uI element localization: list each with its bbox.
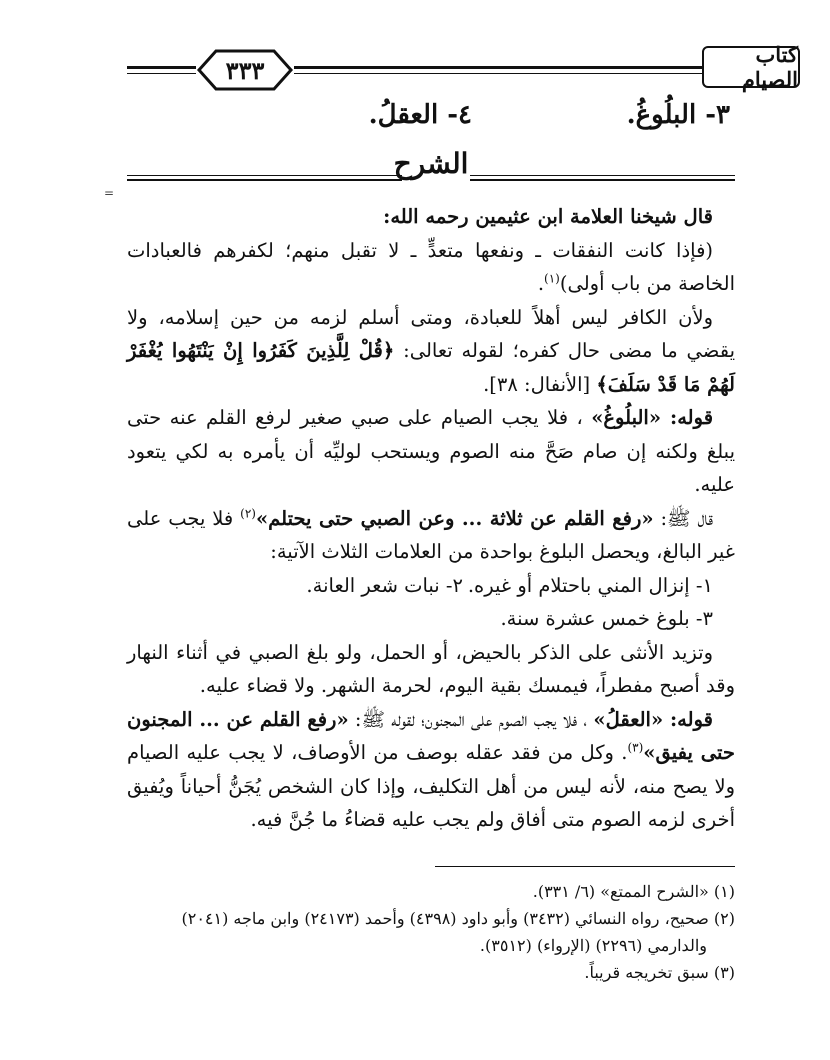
paragraph-3-text: ، فلا يجب الصيام على صبي صغير لرفع القلم عنه حتى يبلغ ولكنه إن صام صَحَّ منه الصوم ويستحب لوليِّه أن يأمره به لكي يتعود عليه.: [127, 406, 735, 496]
paragraph-1: [127, 234, 735, 301]
footnote-rule: [435, 866, 735, 867]
paragraph-4-intro: قال ﷺ:: [660, 506, 713, 530]
heading-rule-left: [127, 175, 402, 182]
puberty-label: قوله: «البلُوغُ»: [591, 406, 714, 429]
paragraph-5: وتزيد الأنثى على الذكر بالحيض، أو الحمل، ولو بلغ الصبي في أثناء النهار وقد أصبح مفطراً، فيمسك بقية اليوم، لحرمة الشهر. ولا قضاء عليه.: [127, 640, 735, 697]
condition-puberty: ٣- البلُوغُ.: [626, 100, 730, 130]
condition-sanity: ٤- العقلُ.: [368, 100, 472, 130]
paragraph-3: [127, 401, 735, 502]
commentary-body: [127, 200, 735, 837]
paragraph-4-text: فلا يجب على غير البالغ، ويحصل البلوغ بواحدة من العلامات الثلاث الآتية:: [127, 506, 735, 563]
footnote-ref-2: (٢): [240, 506, 256, 520]
footnote-3: (٣) سبق تخريجه قريباً.: [584, 963, 735, 982]
footnote-2-continued: والدارمي (٢٢٩٦) (الإرواء) (٣٥١٢).: [479, 936, 707, 955]
paragraph-6-intro: ، فلا يجب الصوم على المجنون؛ لقوله ﷺ:: [354, 707, 588, 731]
paragraph-1-end: .: [537, 272, 545, 295]
paragraph-2-text: ولأن الكافر ليس أهلاً للعبادة، ومتى أسلم لزمه من حين إسلامه، ولا يقضي ما مضى حال كفره؛ لقوله تعالى:: [127, 305, 735, 362]
quran-verse: ﴿قُلْ لِلَّذِينَ كَفَرُوا إِنْ يَنْتَهُوا يُغْفَرْ لَهُمْ مَا قَدْ سَلَفَ﴾: [127, 339, 735, 396]
paragraph-1-text: (فإذا كانت النفقات ـ ونفعها متعدٍّ ـ لا تقبل منهم؛ لكفرهم فالعبادات الخاصة من باب أولى): [127, 238, 735, 295]
page-number: ٣٣٣: [225, 55, 265, 85]
paragraph-2: [127, 301, 735, 402]
footnote-1: (١) «الشرح الممتع» (٦/ ٣٣١).: [532, 882, 735, 901]
footnote-2: (٢) صحيح، رواه النسائي (٣٤٣٢) وأبو داود (٤٣٩٨) وأحمد (٢٤١٧٣) وابن ماجه (٢٠٤١): [181, 909, 735, 928]
signs-row: [127, 569, 735, 603]
hadith-quote-1: «رفع القلم عن ثلاثة ... وعن الصبي حتى يحتلم»: [255, 506, 654, 530]
footnotes: [118, 878, 735, 986]
sign-1: ١- إنزال المني باحتلام أو غيره.: [467, 573, 713, 597]
sign-2: ٢- نبات شعر العانة.: [306, 573, 463, 597]
footnote-ref-1: (١): [544, 271, 560, 286]
verse-citation: [الأنفال: ٣٨].: [483, 372, 591, 396]
section-heading: [127, 145, 735, 185]
footnote-ref-3: (٣): [627, 740, 644, 755]
paragraph-6: [127, 703, 735, 837]
intro-line: قال شيخنا العلامة ابن عثيمين رحمه الله:: [383, 205, 713, 228]
book-title: كتاب الصيام: [702, 46, 800, 88]
hadith-quote-2: «رفع القلم عن ... المجنون حتى يفيق»: [127, 707, 735, 764]
section-title: الشرح: [393, 147, 469, 180]
page-number-badge: [196, 48, 294, 92]
paragraph-6-text: . وكل من فقد عقله بوصف من الأوصاف، لا يجب عليه الصيام ولا يصح منه، لأنه ليس من أهل التكليف، وإذا كان الشخص يُجَنُّ أحياناً ويُفيق أخرى لزمه الصوم متى أفاق ولم يجب عليه قضاءُ ما جُنَّ فيه.: [127, 741, 735, 831]
heading-rule-right: [470, 175, 735, 182]
sign-3: ٣- بلوغ خمس عشرة سنة.: [500, 607, 713, 630]
paragraph-4: [127, 502, 735, 569]
sanity-label: قوله: «العقلُ»: [593, 707, 713, 731]
margin-mark: =: [104, 186, 115, 200]
